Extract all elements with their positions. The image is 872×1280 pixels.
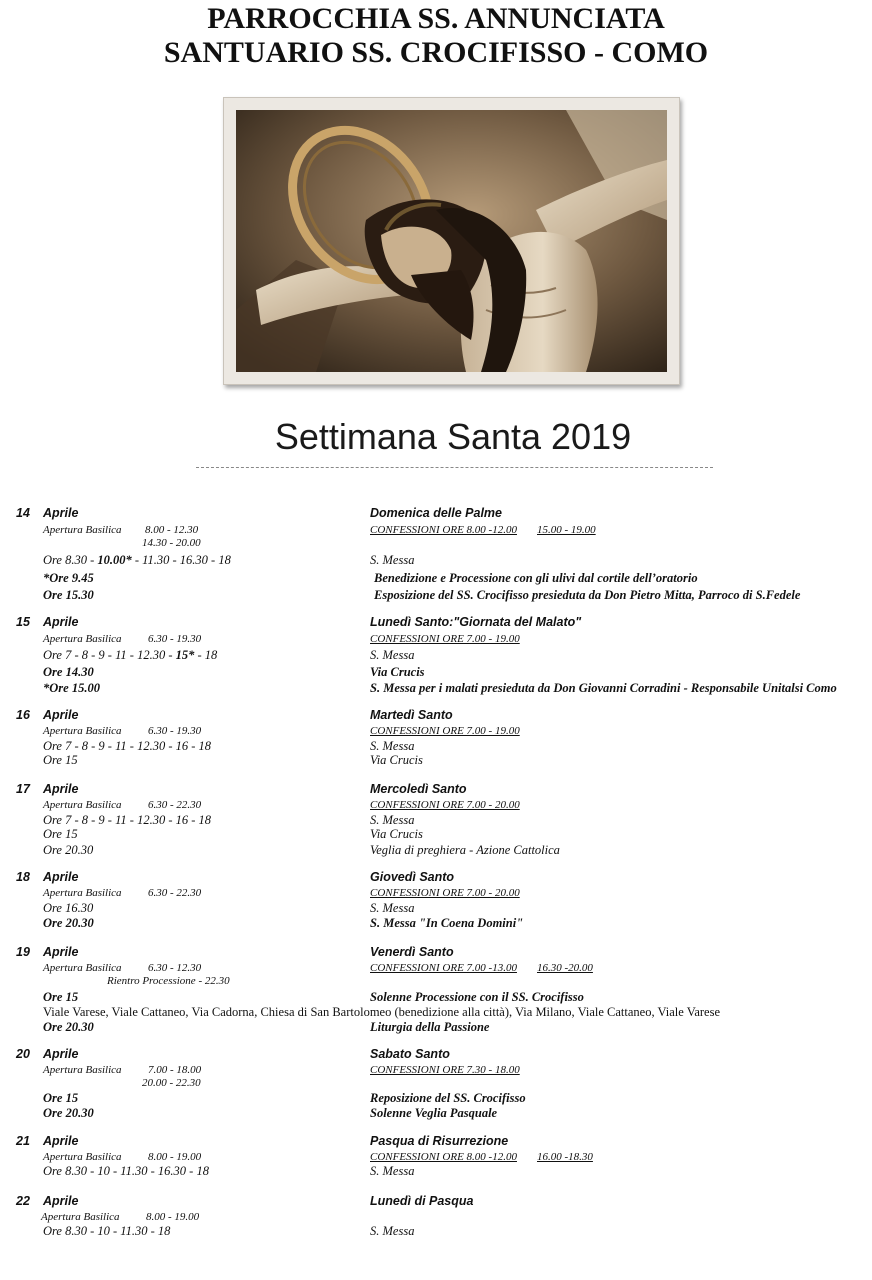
apertura-label: Apertura Basilica (43, 524, 122, 536)
procession-route: Viale Varese, Viale Cattaneo, Via Cadorna, Chiesa di San Bartolomeo (benedizione alla città), Via Milano, Viale Cattaneo, Viale Varese (43, 1005, 721, 1019)
event-time: Ore 20.30 (43, 1020, 94, 1034)
day-title: Venerdì Santo (370, 945, 454, 959)
event-desc: Reposizione del SS. Crocifisso (370, 1091, 526, 1105)
messe-desc: S. Messa (370, 553, 415, 567)
event-desc: S. Messa per i malati presieduta da Don Giovanni Corradini - Responsabile Unitalsi Como (370, 681, 837, 695)
day-number: 16 (16, 708, 30, 722)
day-month: Aprile (43, 870, 79, 884)
sanctuary-name: SANTUARIO SS. CROCIFISSO - COMO (163, 36, 709, 69)
apertura-label: Apertura Basilica (43, 799, 122, 811)
page-title: Settimana Santa 2019 (274, 416, 632, 457)
messe-desc: S. Messa (370, 1164, 415, 1178)
messe-times: Ore 16.30 (43, 901, 94, 915)
event-time: Ore 20.30 (43, 843, 94, 857)
apertura-hours: 8.00 - 19.00 (146, 1211, 200, 1223)
event-desc: Benedizione e Processione con gli ulivi dal cortile dell’oratorio (374, 571, 698, 585)
apertura-hours: 8.00 - 12.30 (145, 524, 199, 536)
day-number: 14 (16, 506, 30, 520)
event-time: Ore 15 (43, 990, 79, 1004)
event-time: Ore 20.30 (43, 916, 94, 930)
messe-times: Ore 8.30 - 10 - 11.30 - 18 (43, 1224, 171, 1238)
confessioni-hours: CONFESSIONI ORE 7.00 - 19.00 (370, 725, 520, 737)
event-time: Ore 15 (43, 827, 78, 841)
apertura-hours: 6.30 - 19.30 (148, 725, 202, 737)
event-desc: Solenne Processione con il SS. Crocifisso (370, 990, 584, 1004)
day-month: Aprile (43, 1194, 79, 1208)
title-divider (196, 467, 713, 468)
day-number: 17 (16, 782, 30, 796)
day-month: Aprile (43, 1047, 79, 1061)
day-month: Aprile (43, 782, 79, 796)
event-desc: Liturgia della Passione (370, 1020, 490, 1034)
apertura-label: Apertura Basilica (43, 962, 122, 974)
event-time: Ore 20.30 (43, 1106, 94, 1120)
day-title: Lunedì di Pasqua (370, 1194, 474, 1208)
confessioni-hours: CONFESSIONI ORE 7.30 - 18.00 (370, 1064, 520, 1076)
day-title: Sabato Santo (370, 1047, 450, 1061)
confessioni-hours: CONFESSIONI ORE 7.00 - 20.00 (370, 799, 520, 811)
messe-times: Ore 7 - 8 - 9 - 11 - 12.30 - 16 - 18 (43, 739, 212, 753)
messe-times: Ore 8.30 - 10 - 11.30 - 16.30 - 18 (43, 1164, 209, 1178)
messe-desc: S. Messa (370, 739, 415, 753)
day-number: 21 (16, 1134, 30, 1148)
apertura-label: Apertura Basilica (43, 887, 122, 899)
confessioni-hours: CONFESSIONI ORE 7.00 - 19.00 (370, 633, 520, 645)
apertura-hours: 6.30 - 22.30 (148, 799, 202, 811)
event-time: *Ore 15.00 (43, 681, 100, 695)
messe-times: Ore 8.30 - 10.00* - 11.30 - 16.30 - 18 (43, 553, 231, 567)
apertura-hours-2: 14.30 - 20.00 (142, 537, 201, 549)
day-month: Aprile (43, 945, 79, 959)
event-time: *Ore 9.45 (43, 571, 94, 585)
day-number: 20 (16, 1047, 30, 1061)
confessioni-hours-2: 15.00 - 19.00 (537, 524, 596, 536)
messe-desc: S. Messa (370, 648, 415, 662)
day-title: Pasqua di Risurrezione (370, 1134, 509, 1148)
messe-desc: S. Messa (370, 813, 415, 827)
apertura-label: Apertura Basilica (41, 1211, 120, 1223)
confessioni-hours-2: 16.00 -18.30 (537, 1151, 593, 1163)
photo-frame (223, 97, 680, 385)
apertura-hours: 6.30 - 22.30 (148, 887, 202, 899)
event-time: Ore 15 (43, 753, 78, 767)
confessioni-hours: CONFESSIONI ORE 7.00 - 20.00 (370, 887, 520, 899)
apertura-label: Apertura Basilica (43, 1151, 122, 1163)
messe-times: Ore 7 - 8 - 9 - 11 - 12.30 - 16 - 18 (43, 813, 212, 827)
apertura-hours: 7.00 - 18.00 (148, 1064, 202, 1076)
day-title: Domenica delle Palme (370, 506, 503, 520)
messe-desc: S. Messa (370, 901, 415, 915)
crucifix-photo (236, 110, 667, 372)
parish-name: PARROCCHIA SS. ANNUNCIATA (207, 2, 665, 35)
day-number: 18 (16, 870, 30, 884)
event-time: Ore 15 (43, 1091, 79, 1105)
event-desc: Via Crucis (370, 665, 425, 679)
day-number: 15 (16, 615, 30, 629)
crucifix-icon (236, 110, 667, 372)
event-desc: Esposizione del SS. Crocifisso presieduta da Don Pietro Mitta, Parroco di S.Fedele (374, 588, 801, 602)
apertura-hours: 6.30 - 19.30 (148, 633, 202, 645)
confessioni-hours: CONFESSIONI ORE 8.00 -12.00 (370, 524, 517, 536)
day-title: Giovedì Santo (370, 870, 455, 884)
event-time: Ore 15.30 (43, 588, 94, 602)
day-month: Aprile (43, 615, 79, 629)
event-desc: S. Messa "In Coena Domini" (370, 916, 524, 930)
apertura-hours-2: 20.00 - 22.30 (142, 1077, 201, 1089)
day-title: Lunedì Santo:"Giornata del Malato" (370, 615, 582, 629)
messe-times: Ore 7 - 8 - 9 - 11 - 12.30 - 15* - 18 (43, 648, 218, 662)
day-number: 22 (16, 1194, 30, 1208)
event-time: Ore 14.30 (43, 665, 94, 679)
event-desc: Via Crucis (370, 753, 423, 767)
rientro-processione: Rientro Processione - 22.30 (107, 975, 230, 987)
apertura-label: Apertura Basilica (43, 725, 122, 737)
apertura-hours: 6.30 - 12.30 (148, 962, 202, 974)
event-desc: Solenne Veglia Pasquale (370, 1106, 498, 1120)
confessioni-hours: CONFESSIONI ORE 8.00 -12.00 (370, 1151, 517, 1163)
event-desc: Via Crucis (370, 827, 423, 841)
apertura-hours: 8.00 - 19.00 (148, 1151, 202, 1163)
confessioni-hours: CONFESSIONI ORE 7.00 -13.00 (370, 962, 517, 974)
confessioni-hours-2: 16.30 -20.00 (537, 962, 593, 974)
day-title: Martedì Santo (370, 708, 453, 722)
apertura-label: Apertura Basilica (43, 1064, 122, 1076)
apertura-label: Apertura Basilica (43, 633, 122, 645)
event-desc: Veglia di preghiera - Azione Cattolica (370, 843, 560, 857)
day-month: Aprile (43, 506, 79, 520)
messe-desc: S. Messa (370, 1224, 415, 1238)
day-title: Mercoledì Santo (370, 782, 467, 796)
day-month: Aprile (43, 708, 79, 722)
day-number: 19 (16, 945, 30, 959)
day-month: Aprile (43, 1134, 79, 1148)
